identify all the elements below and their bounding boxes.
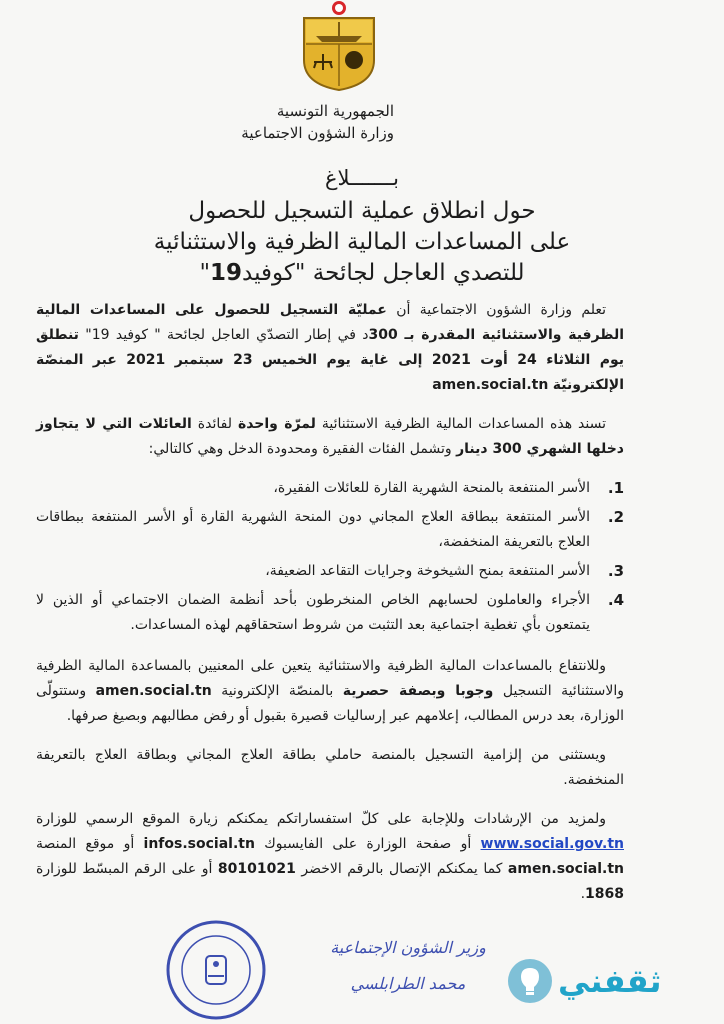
list-item xyxy=(36,588,624,638)
platform-site: amen.social.tn xyxy=(432,377,549,393)
list-text: الأسر المنتفعة بالمنحة الشهرية القارة للعائلات الفقيرة، xyxy=(273,480,590,496)
paragraph-eligibility xyxy=(36,412,624,462)
platform-link[interactable]: amen.social.tn xyxy=(507,861,624,877)
official-stamp-icon xyxy=(160,918,272,1022)
p1-text-a: تعلم وزارة الشؤون الاجتماعية أن xyxy=(386,302,606,318)
lightbulb-logo-icon xyxy=(508,959,552,1003)
list-number: 3. xyxy=(607,562,624,580)
list-text: الأجراء والعاملون لحسابهم الخاص المنخرطون بأحد أنظمة الضمان الاجتماعي أو الذين لا يتمتعون بأي تغطية اجتماعية بعد التثبت من شروط استحقاقهم لهذه المساعدات. xyxy=(36,592,590,633)
green-number: 80101021 xyxy=(217,861,296,877)
site-watermark xyxy=(508,958,662,1004)
p3-text-d: وستتولّى الوزارة، بعد درس المطالب، إعلامهم عبر إرساليات قصيرة بقبول أو رفض مطالبهم وبصيغ صرفها. xyxy=(36,683,624,724)
paragraph-registration xyxy=(36,298,624,398)
list-number: 2. xyxy=(607,508,624,526)
p5-text-e: أو على الرقم المبسّط للوزارة xyxy=(36,861,218,877)
p2-text-d: العائلات التي لا يتجاوز دخلها الشهري 300 دينار xyxy=(36,416,624,457)
p1-text-b: عمليّة التسجيل للحصول على المساعدات المالية الظرفية والاستثنائية المقدرة بـ 300 xyxy=(36,302,624,343)
ministry-name: وزارة الشؤون الاجتماعية xyxy=(241,124,394,142)
p5-text-f: . xyxy=(580,886,586,902)
paragraph-contact xyxy=(36,807,624,907)
signatory-name: محمد الطرابلسي xyxy=(350,974,466,993)
p5-text-d: كما يمكنكم الإتصال بالرقم الاخضر xyxy=(295,861,508,877)
title-line-2: على المساعدات المالية الظرفية والاستثنائية xyxy=(153,229,571,255)
paragraph-mandatory-registration xyxy=(36,654,624,729)
p3-text-b: وجوبا وبصفة حصرية xyxy=(342,683,494,699)
p5-text-a: ولمزيد من الإرشادات وللإجابة على كلّ استفساراتكم يمكنكم زيارة الموقع الرسمي للوزارة xyxy=(36,811,606,827)
country-name: الجمهورية التونسية xyxy=(276,102,394,120)
p2-text-a: تسند هذه المساعدات المالية الظرفية الاستثنائية xyxy=(315,416,607,432)
p5-text-b: أو صفحة الوزارة على الفايسبوك xyxy=(254,836,481,852)
p1-text-c: د في إطار التصدّي العاجل لجائحة " كوفيد 19" xyxy=(78,327,369,343)
p2-text-b: لمرّة واحدة xyxy=(237,416,316,432)
list-item xyxy=(36,476,624,501)
title-line-3-number: 19 xyxy=(210,260,243,286)
list-text: الأسر المنتفعة بمنح الشيخوخة وجرايات التقاعد الضعيفة، xyxy=(265,563,590,579)
letterhead xyxy=(94,100,394,144)
announcement-label: بـــــــلاغ xyxy=(325,166,399,190)
signatory-title: وزير الشؤون الإجتماعية xyxy=(330,938,486,957)
eligible-categories-list xyxy=(36,476,624,638)
title-line-3-suffix: " xyxy=(199,260,211,286)
ministry-short-number: 1868 xyxy=(585,886,624,902)
document-title xyxy=(60,196,664,289)
list-item xyxy=(36,505,624,555)
signature-block xyxy=(318,930,498,1002)
p5-text-c: أو موقع المنصة xyxy=(36,836,144,852)
title-line-3-prefix: للتصدي العاجل لجائحة "كوفيد xyxy=(242,260,525,286)
paragraph-exemption: ويستثنى من إلزامية التسجيل بالمنصة حاملي بطاقة العلاج المجاني وبطاقة العلاج بالتعريفة المنخفضة. xyxy=(36,747,624,788)
p1-text-d: تنطلق يوم الثلاثاء 24 أوت 2021 إلى غاية يوم الخميس 23 سبتمبر 2021 عبر المنصّة الإلكترونيّة xyxy=(36,327,625,393)
list-number: 4. xyxy=(607,591,624,609)
title-line-1: حول انطلاق عملية التسجيل للحصول xyxy=(188,198,536,224)
list-item xyxy=(36,559,624,584)
p3-text-c: بالمنصّة الإلكترونية xyxy=(211,683,343,699)
watermark-text: ثقفني xyxy=(558,962,662,1000)
p2-text-e: وتشمل الفئات الفقيرة ومحدودة الدخل وهي كالتالي: xyxy=(148,441,457,457)
p3-text-a: وللانتفاع بالمساعدات المالية الظرفية والاستثنائية يتعين على المعنيين بالمساعدة المالية الظرفية والاستثنائية التسجيل xyxy=(36,658,625,699)
platform-site-link[interactable]: amen.social.tn xyxy=(95,683,212,699)
p2-text-c: لفائدة xyxy=(191,416,238,432)
title-line-3 xyxy=(60,258,664,289)
tunisia-coat-of-arms-icon xyxy=(298,0,380,92)
list-number: 1. xyxy=(607,479,624,497)
list-text: الأسر المنتفعة ببطاقة العلاج المجاني دون المنحة الشهرية القارة أو الأسر المنتفعة ببطاقات العلاج بالتعريفة المنخفضة، xyxy=(36,509,590,550)
facebook-page-link[interactable]: infos.social.tn xyxy=(143,836,255,852)
document-body xyxy=(36,298,624,921)
ministry-website-link[interactable]: www.social.gov.tn xyxy=(480,836,624,852)
